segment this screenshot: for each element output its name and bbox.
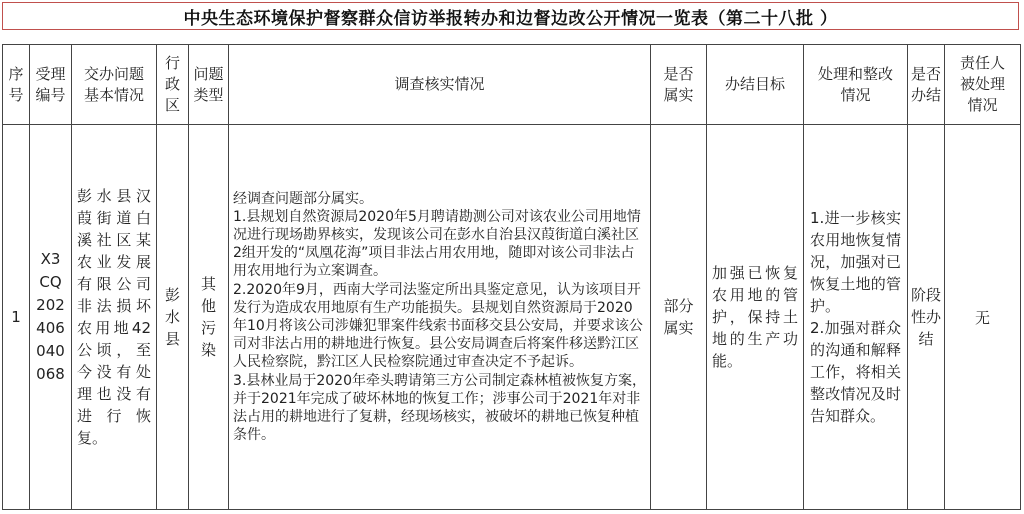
header-completed: 是否办结	[908, 45, 945, 125]
cell-district: 彭水县	[157, 125, 189, 510]
table-row	[3, 125, 1021, 510]
header-is-true: 是否属实	[651, 45, 707, 125]
header-investigation: 调查核实情况	[229, 45, 651, 125]
investigation-para: 1.县规划自然资源局2020年5月聘请勘测公司对该农业公司用地情况进行现场勘界核实，发现该公司在彭水自治县汉葭街道白溪社区2组开发的“凤凰花海”项目非法占用农用地，随即对该公司非法占用农用地行为立案调查。	[233, 208, 641, 280]
cell-is-true: 部分属实	[651, 125, 707, 510]
handling-details	[804, 205, 907, 429]
header-goal: 办结目标	[707, 45, 804, 125]
cell-type: 其他污染	[189, 125, 229, 510]
header-type: 问题类型	[189, 45, 229, 125]
handling-item: 2.加强对群众的沟通和解释工作，将相关整改情况及时告知群众。	[810, 319, 901, 425]
handling-item: 1.进一步核实农用地恢复情况，加强对已恢复土地的管护。	[810, 209, 901, 315]
cell-handling	[804, 125, 908, 510]
header-issue: 交办问题基本情况	[72, 45, 157, 125]
investigation-details	[229, 188, 650, 447]
cell-issue: 彭水县汉葭街道白溪社区某农业发展有限公司非法损坏农用地42公顷，至今没有处理也没有进行恢复。	[72, 125, 157, 510]
document-title: 中央生态环境保护督察群众信访举报转办和边督边改公开情况一览表（第二十八批 ）	[183, 8, 838, 29]
cell-goal: 加强已恢复农用地的管护，保持土地的生产功能。	[707, 125, 804, 510]
header-handling: 处理和整改情况	[804, 45, 908, 125]
report-table	[2, 44, 1021, 510]
cell-responsible: 无	[945, 125, 1021, 510]
header-code: 受理编号	[30, 45, 72, 125]
title-box	[2, 2, 1019, 30]
cell-investigation	[229, 125, 651, 510]
cell-code: X3CQ202406040068	[30, 125, 72, 510]
header-row	[3, 45, 1021, 125]
investigation-para: 2.2020年9月，西南大学司法鉴定所出具鉴定意见，认为该项目开发行为造成农用地原有生产功能损失。县规划自然资源局于2020年10月将该公司涉嫌犯罪案件线索书面移交县公安局，并要求该公司对非法占用的耕地进行恢复。县公安局调查后将案件移送黔江区人民检察院，黔江区人民检察院通过审查决定不予起诉。	[233, 281, 643, 371]
header-responsible: 责任人被处理情况	[945, 45, 1021, 125]
investigation-para: 3.县林业局于2020年牵头聘请第三方公司制定森林植被恢复方案，并于2021年完成了破坏林地的恢复工作；涉事公司于2021年对非法占用的耕地进行了复耕，经现场核实，被破坏的耕地已恢复种植条件。	[233, 372, 646, 444]
cell-completed: 阶段性办结	[908, 125, 945, 510]
cell-seq: 1	[3, 125, 30, 510]
header-district: 行政区	[157, 45, 189, 125]
header-seq: 序号	[3, 45, 30, 125]
investigation-para: 经调查问题部分属实。	[233, 190, 373, 207]
